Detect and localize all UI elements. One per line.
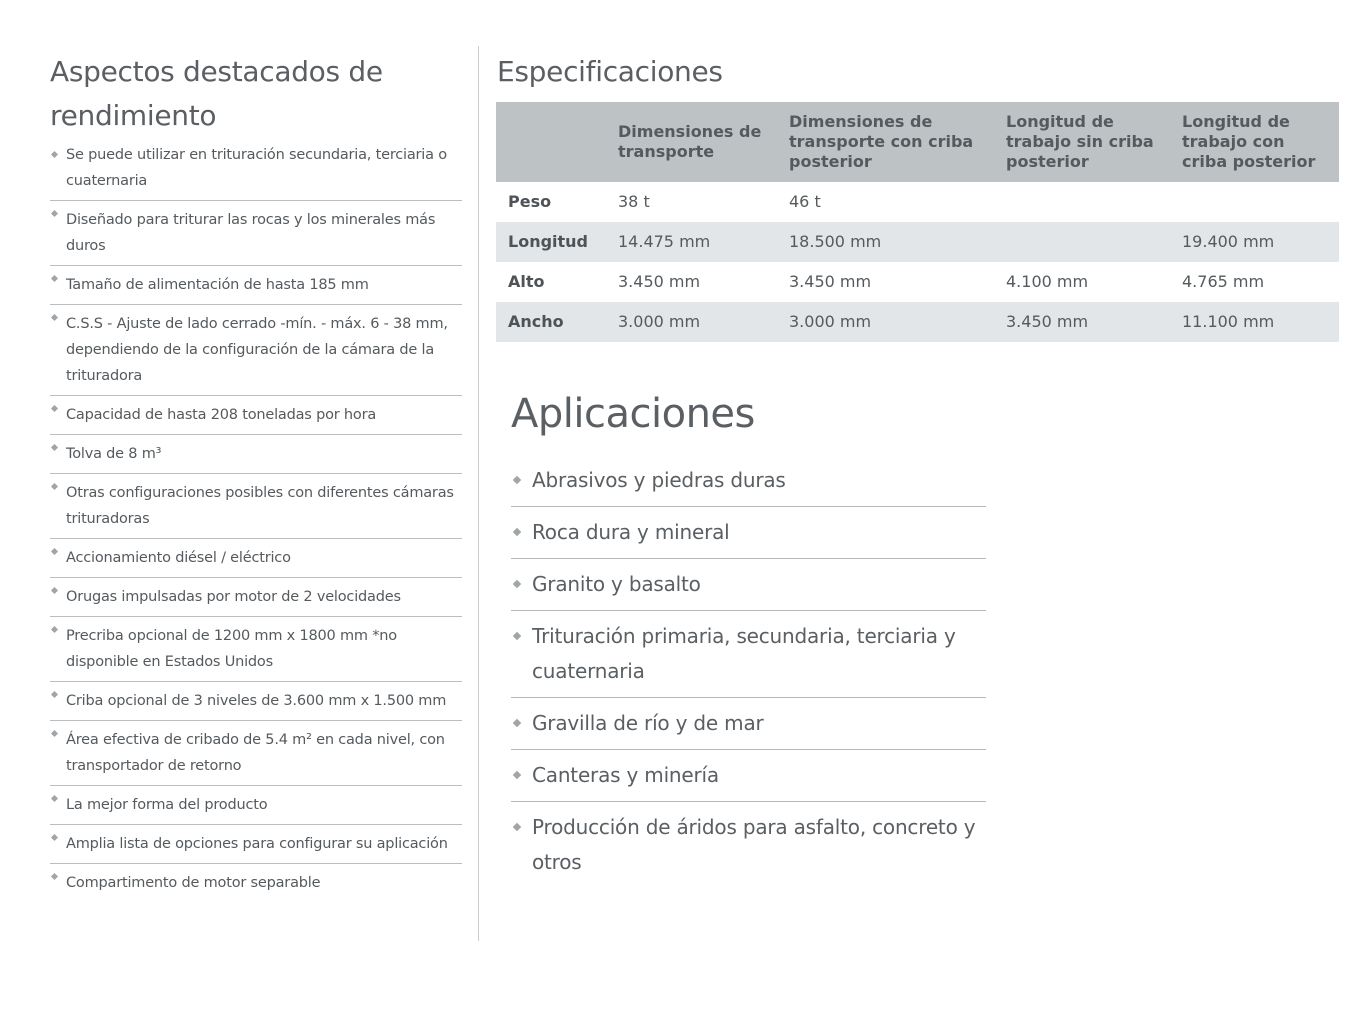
table-row: [496, 302, 1339, 342]
highlight-item: [50, 474, 462, 539]
highlight-item: [50, 786, 462, 825]
table-row: [496, 182, 1339, 222]
application-item: [511, 698, 986, 750]
highlight-item: [50, 396, 462, 435]
highlight-text: Compartimento de motor separable: [66, 875, 321, 891]
highlight-item: [50, 864, 462, 902]
highlight-text: C.S.S - Ajuste de lado cerrado -mín. - máx. 6 - 38 mm, dependiendo de la configuración de la cámara de la trituradora: [66, 316, 448, 384]
application-item: [511, 559, 986, 611]
bullet-icon: [513, 528, 521, 536]
highlight-item: [50, 201, 462, 266]
application-item: [511, 611, 986, 698]
highlight-item: [50, 617, 462, 682]
specs-title: Especificaciones: [497, 55, 723, 88]
highlights-section: [50, 50, 462, 902]
bullet-icon: [513, 476, 521, 484]
highlight-text: Área efectiva de cribado de 5.4 m² en cada nivel, con transportador de retorno: [66, 732, 445, 774]
application-text: Producción de áridos para asfalto, concreto y otros: [532, 815, 976, 874]
application-text: Abrasivos y piedras duras: [532, 468, 786, 492]
table-cell: 3.000 mm: [606, 302, 777, 342]
application-text: Trituración primaria, secundaria, terciaria y cuaternaria: [532, 624, 956, 683]
bullet-icon: [51, 587, 58, 594]
bullet-icon: [51, 730, 58, 737]
bullet-icon: [51, 151, 58, 158]
specs-header-row: [496, 102, 1339, 182]
application-text: Gravilla de río y de mar: [532, 711, 764, 735]
table-cell: 46 t: [789, 192, 821, 211]
specs-header-cell: [496, 102, 606, 182]
table-cell: 3.450 mm: [994, 302, 1170, 342]
highlight-item: [50, 142, 462, 201]
highlight-text: Criba opcional de 3 niveles de 3.600 mm x 1.500 mm: [66, 693, 447, 709]
bullet-icon: [51, 483, 58, 490]
highlight-item: [50, 682, 462, 721]
table-cell: [994, 222, 1170, 262]
table-row: [496, 222, 1339, 262]
highlight-text: Orugas impulsadas por motor de 2 velocidades: [66, 589, 401, 605]
row-label: Alto: [508, 272, 545, 291]
highlight-item: [50, 266, 462, 305]
specs-table: [496, 102, 1339, 342]
highlight-item: [50, 721, 462, 786]
highlight-text: Tolva de 8 m³: [66, 446, 162, 462]
bullet-icon: [51, 834, 58, 841]
highlight-text: Diseñado para triturar las rocas y los minerales más duros: [66, 212, 436, 254]
application-item: [511, 507, 986, 559]
highlight-text: Amplia lista de opciones para configurar su aplicación: [66, 836, 448, 852]
highlight-text: Capacidad de hasta 208 toneladas por hora: [66, 407, 377, 423]
specs-header-cell: Longitud de trabajo con criba posterior: [1170, 102, 1339, 182]
table-cell: 3.450 mm: [789, 272, 872, 291]
applications-title: Aplicaciones: [511, 391, 755, 437]
highlight-item: [50, 578, 462, 617]
table-cell: 4.100 mm: [1006, 272, 1089, 291]
application-item: [511, 750, 986, 802]
bullet-icon: [51, 210, 58, 217]
table-cell: 14.475 mm: [606, 222, 777, 262]
bullet-icon: [51, 405, 58, 412]
bullet-icon: [51, 691, 58, 698]
highlights-list: [50, 142, 462, 902]
column-divider: [478, 46, 479, 941]
row-label: Peso: [508, 192, 552, 211]
bullet-icon: [513, 580, 521, 588]
highlight-item: [50, 825, 462, 864]
specs-header-cell: Dimensiones de transporte: [606, 102, 777, 182]
bullet-icon: [513, 719, 521, 727]
bullet-icon: [51, 548, 58, 555]
row-label: Ancho: [496, 302, 606, 342]
applications-list: [511, 455, 986, 888]
bullet-icon: [51, 275, 58, 282]
table-cell: 18.500 mm: [777, 222, 994, 262]
application-item: [511, 802, 986, 888]
highlight-item: [50, 305, 462, 396]
application-text: Roca dura y mineral: [532, 520, 730, 544]
row-label: Longitud: [496, 222, 606, 262]
table-cell: [1170, 182, 1339, 222]
highlight-text: Se puede utilizar en trituración secundaria, terciaria o cuaternaria: [66, 147, 447, 189]
specs-header-cell: Dimensiones de transporte con criba posterior: [777, 102, 994, 182]
table-cell: 19.400 mm: [1170, 222, 1339, 262]
bullet-icon: [51, 444, 58, 451]
highlights-title: Aspectos destacados de rendimiento: [50, 55, 383, 132]
table-cell: 3.450 mm: [618, 272, 701, 291]
table-cell: 3.000 mm: [777, 302, 994, 342]
bullet-icon: [51, 873, 58, 880]
application-text: Granito y basalto: [532, 572, 701, 596]
table-cell: 4.765 mm: [1182, 272, 1265, 291]
bullet-icon: [51, 626, 58, 633]
application-item: [511, 455, 986, 507]
bullet-icon: [513, 771, 521, 779]
specs-header-cell: Longitud de trabajo sin criba posterior: [994, 102, 1170, 182]
bullet-icon: [51, 314, 58, 321]
table-cell: 11.100 mm: [1170, 302, 1339, 342]
highlight-text: Tamaño de alimentación de hasta 185 mm: [66, 277, 369, 293]
highlight-text: Accionamiento diésel / eléctrico: [66, 550, 291, 566]
bullet-icon: [513, 823, 521, 831]
application-text: Canteras y minería: [532, 763, 719, 787]
table-cell: 38 t: [618, 192, 650, 211]
highlight-item: [50, 435, 462, 474]
highlight-item: [50, 539, 462, 578]
highlight-text: Precriba opcional de 1200 mm x 1800 mm *no disponible en Estados Unidos: [66, 628, 397, 670]
table-row: [496, 262, 1339, 302]
highlight-text: La mejor forma del producto: [66, 797, 268, 813]
bullet-icon: [51, 795, 58, 802]
highlight-text: Otras configuraciones posibles con diferentes cámaras trituradoras: [66, 485, 454, 527]
table-cell: [994, 182, 1170, 222]
bullet-icon: [513, 632, 521, 640]
